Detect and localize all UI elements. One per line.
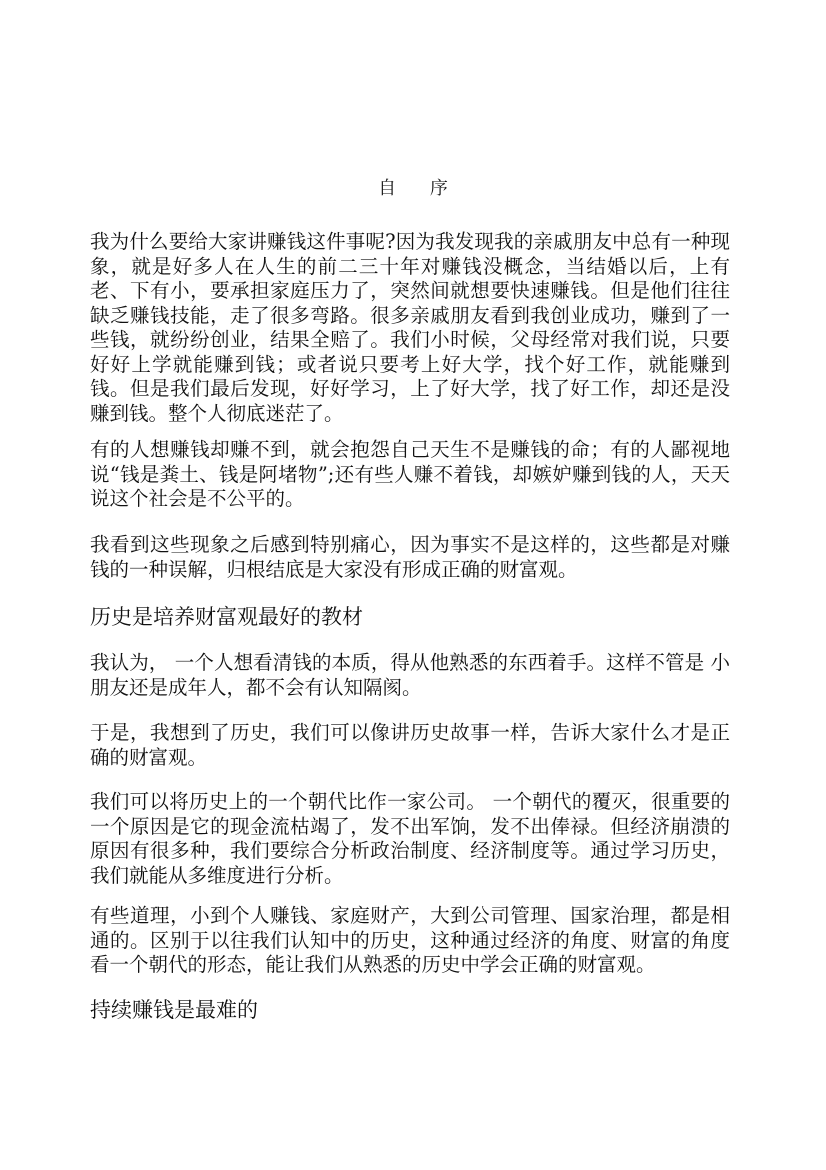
section1-paragraph-2 xyxy=(90,721,730,770)
paragraph: 我们可以将历史上的一个朝代比作一家公司。 一个朝代的覆灭，很重要的一个原因是它的现金流枯竭了，发不出军饷，发不出俸禄。但经济崩溃的原因有很多种，我们要综合分析政治制度、经济制度等。通过学习历史，我们就能从多维度进行分析。 xyxy=(90,790,730,887)
section1-paragraph-1 xyxy=(90,651,730,700)
section-heading-earning: 持续赚钱是最难的 xyxy=(90,998,258,1022)
paragraph: 于是，我想到了历史，我们可以像讲历史故事一样，告诉大家什么才是正确的财富观。 xyxy=(90,721,730,769)
paragraph: 我为什么要给大家讲赚钱这件事呢?因为我发现我的亲戚朋友中总有一种现象，就是好多人在人生的前二三十年对赚钱没概念，当结婚以后，上有老、下有小，要承担家庭压力了，突然间就想要快速赚钱。但是他们往往缺乏赚钱技能，走了很多弯路。很多亲戚朋友看到我创业成功，赚到了一些钱，就纷纷创业，结果全赔了。我们小时候，父母经常对我们说，只要好好上学就能赚到钱；或者说只要考上好大学，找个好工作，就能赚到钱。但是我们最后发现，好好学习，上了好大学，找了好工作，却还是没赚到钱。整个人彻底迷茫了。 xyxy=(90,230,730,425)
paragraph: 有些道理，小到个人赚钱、家庭财产，大到公司管理、国家治理，都是相通的。区别于以往我们认知中的历史，这种通过经济的角度、财富的角度看一个朝代的形态，能让我们从熟悉的历史中学会正确的财富观。 xyxy=(90,904,730,976)
section1-paragraph-4 xyxy=(90,904,730,978)
intro-paragraph-3 xyxy=(90,533,730,582)
intro-paragraph-1 xyxy=(90,230,730,426)
paragraph: 我看到这些现象之后感到特别痛心，因为事实不是这样的，这些都是对赚钱的一种误解，归根结底是大家没有形成正确的财富观。 xyxy=(90,533,730,581)
paragraph: 我认为， 一个人想看清钱的本质，得从他熟悉的东西着手。这样不管是 小朋友还是成年人，都不会有认知隔阂。 xyxy=(90,651,730,699)
preface-title: 自 序 xyxy=(378,178,462,199)
intro-paragraph-2 xyxy=(90,438,730,512)
section-heading-history: 历史是培养财富观最好的教材 xyxy=(90,605,363,629)
paragraph: 有的人想赚钱却赚不到，就会抱怨自己天生不是赚钱的命；有的人鄙视地说“钱是粪土、钱是阿堵物”;还有些人赚不着钱，却嫉妒赚到钱的人，天天说这个社会是不公平的。 xyxy=(90,438,730,510)
section1-paragraph-3 xyxy=(90,790,730,888)
